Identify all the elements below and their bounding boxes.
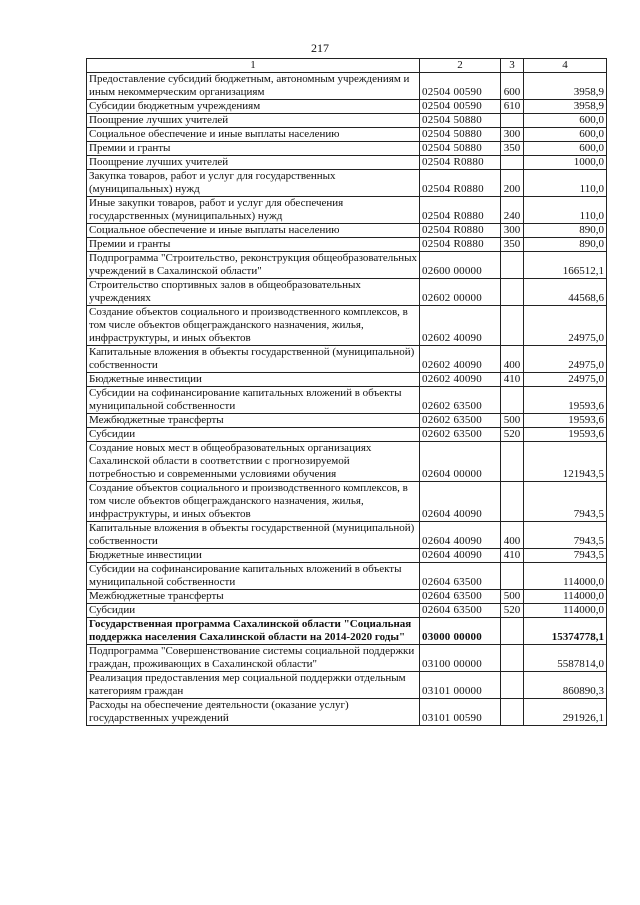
row-name: Социальное обеспечение и иные выплаты населению bbox=[87, 128, 420, 142]
row-name: Строительство спортивных залов в общеобразовательных учреждениях bbox=[87, 279, 420, 306]
row-code: 02602 40090 bbox=[420, 306, 501, 346]
row-name: Поощрение лучших учителей bbox=[87, 114, 420, 128]
row-amount: 24975,0 bbox=[524, 373, 607, 387]
row-expense-type bbox=[501, 156, 524, 170]
row-expense-type: 500 bbox=[501, 414, 524, 428]
row-amount: 121943,5 bbox=[524, 442, 607, 482]
row-code: 02604 40090 bbox=[420, 549, 501, 563]
row-code: 02602 63500 bbox=[420, 387, 501, 414]
row-amount: 19593,6 bbox=[524, 387, 607, 414]
header-row bbox=[87, 59, 607, 73]
row-amount: 3958,9 bbox=[524, 73, 607, 100]
row-name: Субсидии bbox=[87, 428, 420, 442]
row-name: Бюджетные инвестиции bbox=[87, 373, 420, 387]
row-amount: 114000,0 bbox=[524, 604, 607, 618]
row-name: Расходы на обеспечение деятельности (оказание услуг) государственных учреждений bbox=[87, 699, 420, 726]
budget-table bbox=[86, 58, 607, 726]
header-col-1: 1 bbox=[87, 59, 420, 73]
row-name: Субсидии bbox=[87, 604, 420, 618]
row-amount: 110,0 bbox=[524, 197, 607, 224]
row-name: Межбюджетные трансферты bbox=[87, 590, 420, 604]
row-name: Субсидии на софинансирование капитальных вложений в объекты муниципальной собственности bbox=[87, 563, 420, 590]
row-name: Государственная программа Сахалинской области "Социальная поддержка населения Сахалинской области на 2014-2020 годы" bbox=[87, 618, 420, 645]
row-expense-type bbox=[501, 252, 524, 279]
row-expense-type bbox=[501, 645, 524, 672]
row-amount: 3958,9 bbox=[524, 100, 607, 114]
row-code: 02504 50880 bbox=[420, 142, 501, 156]
row-name: Поощрение лучших учителей bbox=[87, 156, 420, 170]
row-amount: 291926,1 bbox=[524, 699, 607, 726]
table-row bbox=[87, 279, 607, 306]
row-expense-type: 350 bbox=[501, 238, 524, 252]
row-name: Капитальные вложения в объекты государственной (муниципальной) собственности bbox=[87, 522, 420, 549]
row-name: Создание объектов социального и производственного комплексов, в том числе объектов общегражданского назначения, жилья, инфраструктуры, и иных объектов bbox=[87, 306, 420, 346]
row-name: Бюджетные инвестиции bbox=[87, 549, 420, 563]
row-amount: 114000,0 bbox=[524, 590, 607, 604]
row-amount: 600,0 bbox=[524, 114, 607, 128]
row-expense-type bbox=[501, 672, 524, 699]
row-code: 02504 R0880 bbox=[420, 224, 501, 238]
row-code: 02504 R0880 bbox=[420, 170, 501, 197]
table-row bbox=[87, 142, 607, 156]
row-code: 02604 40090 bbox=[420, 482, 501, 522]
row-amount: 5587814,0 bbox=[524, 645, 607, 672]
row-expense-type bbox=[501, 387, 524, 414]
table-row bbox=[87, 252, 607, 279]
row-code: 02602 00000 bbox=[420, 279, 501, 306]
row-expense-type: 300 bbox=[501, 224, 524, 238]
row-name: Создание объектов социального и производственного комплексов, в том числе объектов общегражданского назначения, жилья, инфраструктуры, и иных объектов bbox=[87, 482, 420, 522]
row-code: 02604 40090 bbox=[420, 522, 501, 549]
row-code: 02504 00590 bbox=[420, 73, 501, 100]
table-row bbox=[87, 224, 607, 238]
row-code: 02600 00000 bbox=[420, 252, 501, 279]
row-code: 02602 40090 bbox=[420, 373, 501, 387]
row-code: 02602 63500 bbox=[420, 414, 501, 428]
table-row bbox=[87, 672, 607, 699]
row-name: Подпрограмма "Строительство, реконструкция общеобразовательных учреждений в Сахалинской области" bbox=[87, 252, 420, 279]
row-name: Субсидии на софинансирование капитальных вложений в объекты муниципальной собственности bbox=[87, 387, 420, 414]
table-row bbox=[87, 306, 607, 346]
table-row bbox=[87, 699, 607, 726]
row-name: Предоставление субсидий бюджетным, автономным учреждениям и иным некоммерческим организациям bbox=[87, 73, 420, 100]
row-name: Социальное обеспечение и иные выплаты населению bbox=[87, 224, 420, 238]
table-row bbox=[87, 387, 607, 414]
table-row bbox=[87, 156, 607, 170]
row-amount: 7943,5 bbox=[524, 482, 607, 522]
row-amount: 44568,6 bbox=[524, 279, 607, 306]
row-name: Иные закупки товаров, работ и услуг для обеспечения государственных (муниципальных) нужд bbox=[87, 197, 420, 224]
row-amount: 7943,5 bbox=[524, 522, 607, 549]
row-code: 02604 63500 bbox=[420, 563, 501, 590]
row-code: 03000 00000 bbox=[420, 618, 501, 645]
table-row bbox=[87, 197, 607, 224]
row-name: Подпрограмма "Совершенствование системы социальной поддержки граждан, проживающих в Сахалинской области" bbox=[87, 645, 420, 672]
row-code: 03101 00590 bbox=[420, 699, 501, 726]
row-name: Премии и гранты bbox=[87, 238, 420, 252]
table-row bbox=[87, 100, 607, 114]
table-row bbox=[87, 549, 607, 563]
row-code: 02504 50880 bbox=[420, 128, 501, 142]
table-row bbox=[87, 563, 607, 590]
row-amount: 600,0 bbox=[524, 128, 607, 142]
table-row bbox=[87, 73, 607, 100]
row-amount: 1000,0 bbox=[524, 156, 607, 170]
table-row bbox=[87, 414, 607, 428]
table-row bbox=[87, 604, 607, 618]
row-name: Субсидии бюджетным учреждениям bbox=[87, 100, 420, 114]
row-expense-type: 300 bbox=[501, 128, 524, 142]
table-row bbox=[87, 170, 607, 197]
row-code: 02604 63500 bbox=[420, 604, 501, 618]
row-amount: 114000,0 bbox=[524, 563, 607, 590]
row-amount: 890,0 bbox=[524, 224, 607, 238]
row-expense-type: 520 bbox=[501, 604, 524, 618]
row-expense-type: 500 bbox=[501, 590, 524, 604]
row-code: 02504 R0880 bbox=[420, 197, 501, 224]
row-amount: 890,0 bbox=[524, 238, 607, 252]
row-expense-type: 610 bbox=[501, 100, 524, 114]
table-row bbox=[87, 238, 607, 252]
row-expense-type: 350 bbox=[501, 142, 524, 156]
row-code: 02504 00590 bbox=[420, 100, 501, 114]
row-expense-type bbox=[501, 114, 524, 128]
row-name: Закупка товаров, работ и услуг для государственных (муниципальных) нужд bbox=[87, 170, 420, 197]
row-expense-type: 600 bbox=[501, 73, 524, 100]
row-expense-type bbox=[501, 306, 524, 346]
row-expense-type bbox=[501, 279, 524, 306]
header-col-2: 2 bbox=[420, 59, 501, 73]
table-row bbox=[87, 114, 607, 128]
row-expense-type: 400 bbox=[501, 346, 524, 373]
row-amount: 600,0 bbox=[524, 142, 607, 156]
row-expense-type: 200 bbox=[501, 170, 524, 197]
table-row bbox=[87, 442, 607, 482]
row-amount: 24975,0 bbox=[524, 346, 607, 373]
row-code: 02504 50880 bbox=[420, 114, 501, 128]
row-code: 02604 63500 bbox=[420, 590, 501, 604]
row-amount: 860890,3 bbox=[524, 672, 607, 699]
row-name: Премии и гранты bbox=[87, 142, 420, 156]
row-expense-type: 520 bbox=[501, 428, 524, 442]
row-amount: 7943,5 bbox=[524, 549, 607, 563]
table-row bbox=[87, 482, 607, 522]
table-row bbox=[87, 373, 607, 387]
header-col-4: 4 bbox=[524, 59, 607, 73]
row-amount: 24975,0 bbox=[524, 306, 607, 346]
header-col-3: 3 bbox=[501, 59, 524, 73]
row-code: 03101 00000 bbox=[420, 672, 501, 699]
row-expense-type bbox=[501, 442, 524, 482]
row-code: 02504 R0880 bbox=[420, 156, 501, 170]
table-row bbox=[87, 346, 607, 373]
row-amount: 166512,1 bbox=[524, 252, 607, 279]
row-amount: 19593,6 bbox=[524, 428, 607, 442]
table-row bbox=[87, 645, 607, 672]
row-expense-type: 410 bbox=[501, 373, 524, 387]
row-code: 02602 40090 bbox=[420, 346, 501, 373]
row-expense-type bbox=[501, 563, 524, 590]
row-code: 02604 00000 bbox=[420, 442, 501, 482]
row-name: Капитальные вложения в объекты государственной (муниципальной) собственности bbox=[87, 346, 420, 373]
row-expense-type bbox=[501, 482, 524, 522]
row-name: Создание новых мест в общеобразовательных организациях Сахалинской области в соответствии с прогнозируемой потребностью и современными условиями обучения bbox=[87, 442, 420, 482]
row-name: Реализация предоставления мер социальной поддержки отдельным категориям граждан bbox=[87, 672, 420, 699]
row-code: 02504 R0880 bbox=[420, 238, 501, 252]
row-expense-type: 410 bbox=[501, 549, 524, 563]
table-row bbox=[87, 428, 607, 442]
row-amount: 110,0 bbox=[524, 170, 607, 197]
row-amount: 15374778,1 bbox=[524, 618, 607, 645]
row-expense-type bbox=[501, 618, 524, 645]
row-code: 02602 63500 bbox=[420, 428, 501, 442]
table-row bbox=[87, 128, 607, 142]
row-expense-type: 240 bbox=[501, 197, 524, 224]
table-row bbox=[87, 522, 607, 549]
row-expense-type: 400 bbox=[501, 522, 524, 549]
row-code: 03100 00000 bbox=[420, 645, 501, 672]
table-row bbox=[87, 618, 607, 645]
page-number: 217 bbox=[311, 41, 329, 55]
row-name: Межбюджетные трансферты bbox=[87, 414, 420, 428]
table-row bbox=[87, 590, 607, 604]
row-amount: 19593,6 bbox=[524, 414, 607, 428]
row-expense-type bbox=[501, 699, 524, 726]
